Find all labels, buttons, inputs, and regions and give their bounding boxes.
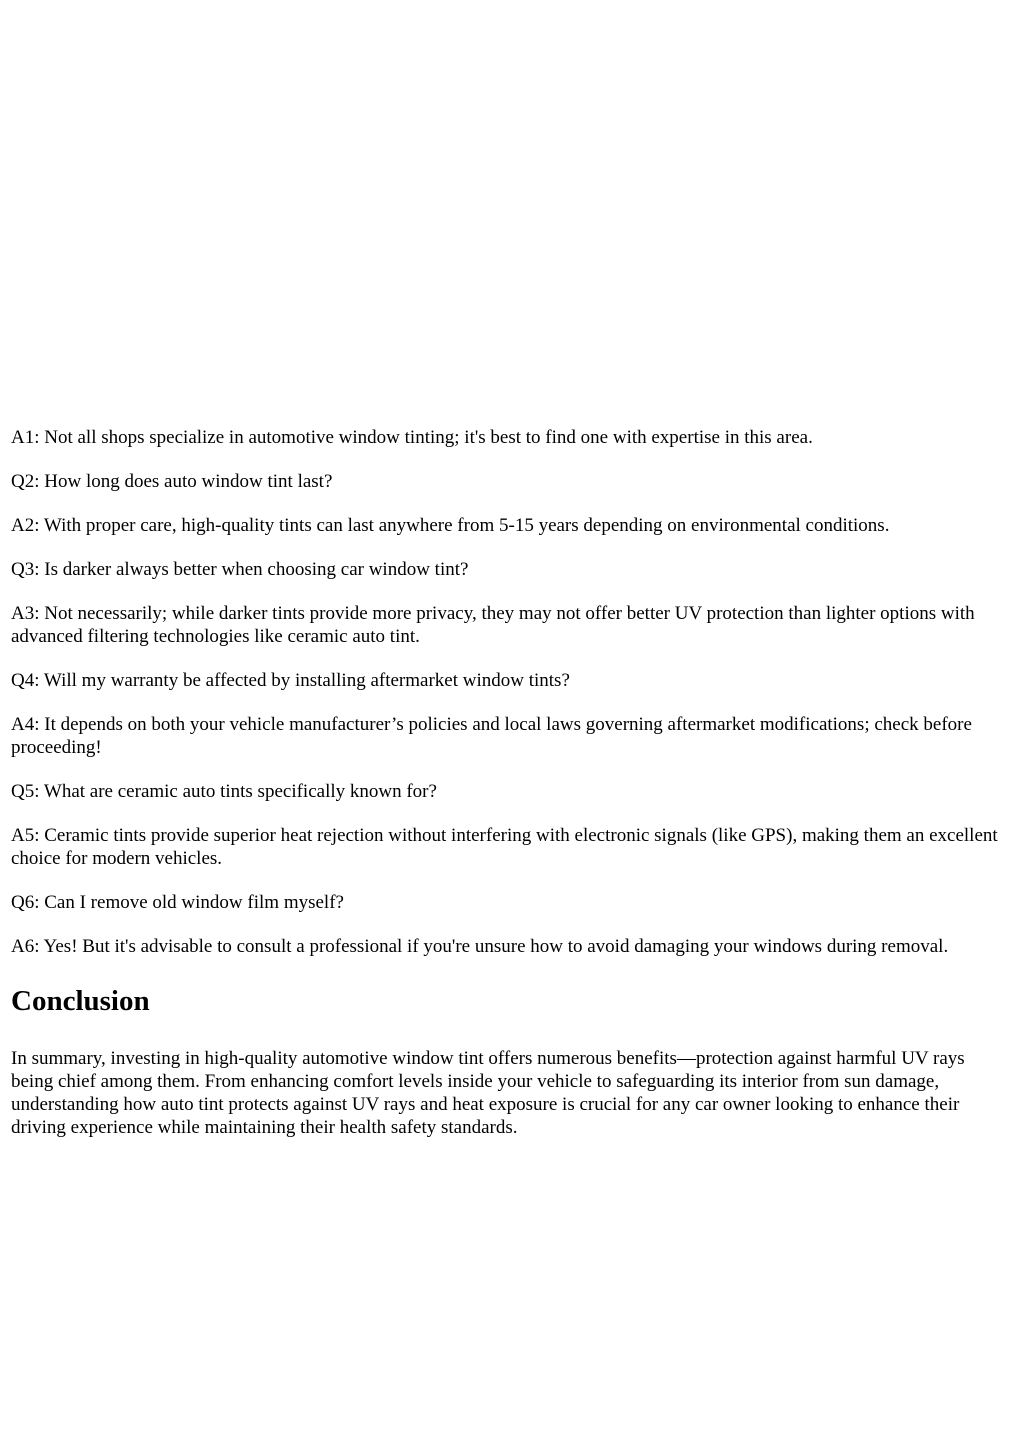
article-body — [11, 426, 1011, 1160]
faq-question-5: Q5: What are ceramic auto tints specifically known for? — [11, 781, 437, 802]
faq-answer-4: A4: It depends on both your vehicle manufacturer’s policies and local laws governing aftermarket modifications; check before proceeding! — [11, 714, 972, 758]
faq-question-3: Q3: Is darker always better when choosing car window tint? — [11, 559, 469, 580]
faq-answer-5: A5: Ceramic tints provide superior heat rejection without interfering with electronic signals (like GPS), making them an excellent choice for modern vehicles. — [11, 825, 998, 869]
faq-question-2: Q2: How long does auto window tint last? — [11, 471, 333, 492]
faq-question-6: Q6: Can I remove old window film myself? — [11, 892, 344, 913]
faq-answer-2: A2: With proper care, high-quality tints can last anywhere from 5-15 years depending on environmental conditions. — [11, 515, 890, 536]
conclusion-paragraph: In summary, investing in high-quality automotive window tint offers numerous benefits—protection against harmful UV rays being chief among them. From enhancing comfort levels inside your vehicle to safeguarding its interior from sun damage, understanding how auto tint protects against UV rays and heat exposure is crucial for any car owner looking to enhance their driving experience while maintaining their health safety standards. — [11, 1048, 965, 1138]
faq-answer-6: A6: Yes! But it's advisable to consult a professional if you're unsure how to avoid damaging your windows during removal. — [11, 936, 949, 957]
faq-question-4: Q4: Will my warranty be affected by installing aftermarket window tints? — [11, 670, 570, 691]
faq-answer-3: A3: Not necessarily; while darker tints provide more privacy, they may not offer better UV protection than lighter options with advanced filtering technologies like ceramic auto tint. — [11, 603, 975, 647]
conclusion-heading: Conclusion — [11, 985, 150, 1017]
faq-answer-1: A1: Not all shops specialize in automotive window tinting; it's best to find one with expertise in this area. — [11, 427, 813, 448]
